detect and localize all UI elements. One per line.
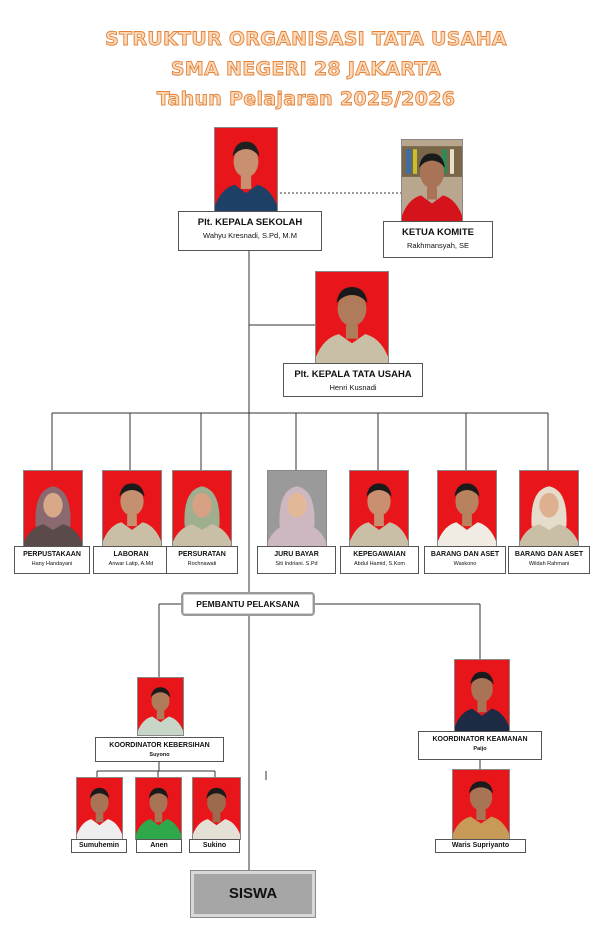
staff-box-perpustakaan xyxy=(14,546,90,574)
kepala-sekolah-name: Wahyu Kresnadi, S.Pd, M.M xyxy=(203,231,297,240)
photo-staff-juru-bayar xyxy=(267,470,327,548)
siswa-box: SISWA xyxy=(191,871,315,917)
kebersihan-staff-name-1: Sumuhemin xyxy=(71,839,127,853)
photo-kepala-sekolah xyxy=(214,127,278,213)
staff-box-barang-aset-2 xyxy=(508,546,590,574)
ketua-komite-box xyxy=(383,221,493,258)
kepala-sekolah-box xyxy=(178,211,322,251)
staff-box-laboran xyxy=(93,546,169,574)
staff-role: JURU BAYAR xyxy=(274,551,319,558)
staff-role: KEPEGAWAIAN xyxy=(353,551,406,558)
staff-box-kepegawaian xyxy=(340,546,419,574)
photo-staff-persuratan xyxy=(172,470,232,548)
staff-role: LABORAN xyxy=(113,551,149,558)
staff-name: Rochnawati xyxy=(187,561,217,567)
kepala-tata-usaha-role: Plt. KEPALA TATA USAHA xyxy=(294,369,412,380)
staff-name: Siti Indriani. S.Pd xyxy=(275,561,318,567)
staff-name: Hany Handayani xyxy=(31,561,73,567)
photo-keamanan-staff-1 xyxy=(452,769,510,840)
pembantu-pelaksana-box: PEMBANTU PELAKSANA xyxy=(181,592,315,616)
photo-staff-barang-aset-2 xyxy=(519,470,579,548)
photo-staff-laboran xyxy=(102,470,162,548)
photo-kebersihan-staff-1 xyxy=(76,777,123,840)
koordinator-keamanan-name: Paijo xyxy=(473,746,487,752)
kebersihan-staff-name-3: Sukino xyxy=(189,839,240,853)
staff-box-barang-aset-1 xyxy=(424,546,506,574)
kepala-tata-usaha-box xyxy=(283,363,423,397)
ketua-komite-name: Rakhmansyah, SE xyxy=(406,241,470,250)
staff-name: Abdul Hamid, S.Kom xyxy=(353,561,406,567)
staff-role: PERSURATAN xyxy=(178,551,226,558)
kebersihan-staff-name-2: Anen xyxy=(136,839,182,853)
koordinator-keamanan-box xyxy=(418,731,542,760)
photo-kepala-tata-usaha xyxy=(315,271,389,365)
kepala-sekolah-role: Plt. KEPALA SEKOLAH xyxy=(197,217,303,228)
photo-ketua-komite xyxy=(401,139,463,223)
chart-title-line1: STRUKTUR ORGANISASI TATA USAHA xyxy=(105,28,507,50)
photo-staff-barang-aset-1 xyxy=(437,470,497,548)
keamanan-staff-name-1: Waris Supriyanto xyxy=(435,839,526,853)
staff-name: Waskono xyxy=(453,561,477,567)
photo-koordinator-keamanan xyxy=(454,659,510,733)
chart-title-line3: Tahun Pelajaran 2025/2026 xyxy=(156,88,456,110)
staff-role: PERPUSTAKAAN xyxy=(23,551,81,558)
koordinator-keamanan-role: KOORDINATOR KEAMANAN xyxy=(432,736,528,743)
staff-box-persuratan xyxy=(166,546,238,574)
photo-koordinator-kebersihan xyxy=(137,677,184,736)
koordinator-kebersihan-name: Suyono xyxy=(149,752,170,758)
photo-staff-perpustakaan xyxy=(23,470,83,548)
ketua-komite-role: KETUA KOMITE xyxy=(402,227,474,238)
koordinator-kebersihan-role: KOORDINATOR KEBERSIHAN xyxy=(109,742,210,749)
staff-role: BARANG DAN ASET xyxy=(430,551,500,558)
staff-role: BARANG DAN ASET xyxy=(514,551,584,558)
chart-title-line2: SMA NEGERI 28 JAKARTA xyxy=(170,58,442,80)
staff-box-juru-bayar xyxy=(257,546,336,574)
photo-kebersihan-staff-3 xyxy=(192,777,241,840)
photo-kebersihan-staff-2 xyxy=(135,777,182,840)
staff-name: Wildah Rahmani xyxy=(528,561,570,567)
staff-name: Anwar Latip, A.Md xyxy=(108,561,154,567)
photo-staff-kepegawaian xyxy=(349,470,409,548)
koordinator-kebersihan-box xyxy=(95,737,224,762)
kepala-tata-usaha-name: Henri Kusnadi xyxy=(329,383,377,392)
